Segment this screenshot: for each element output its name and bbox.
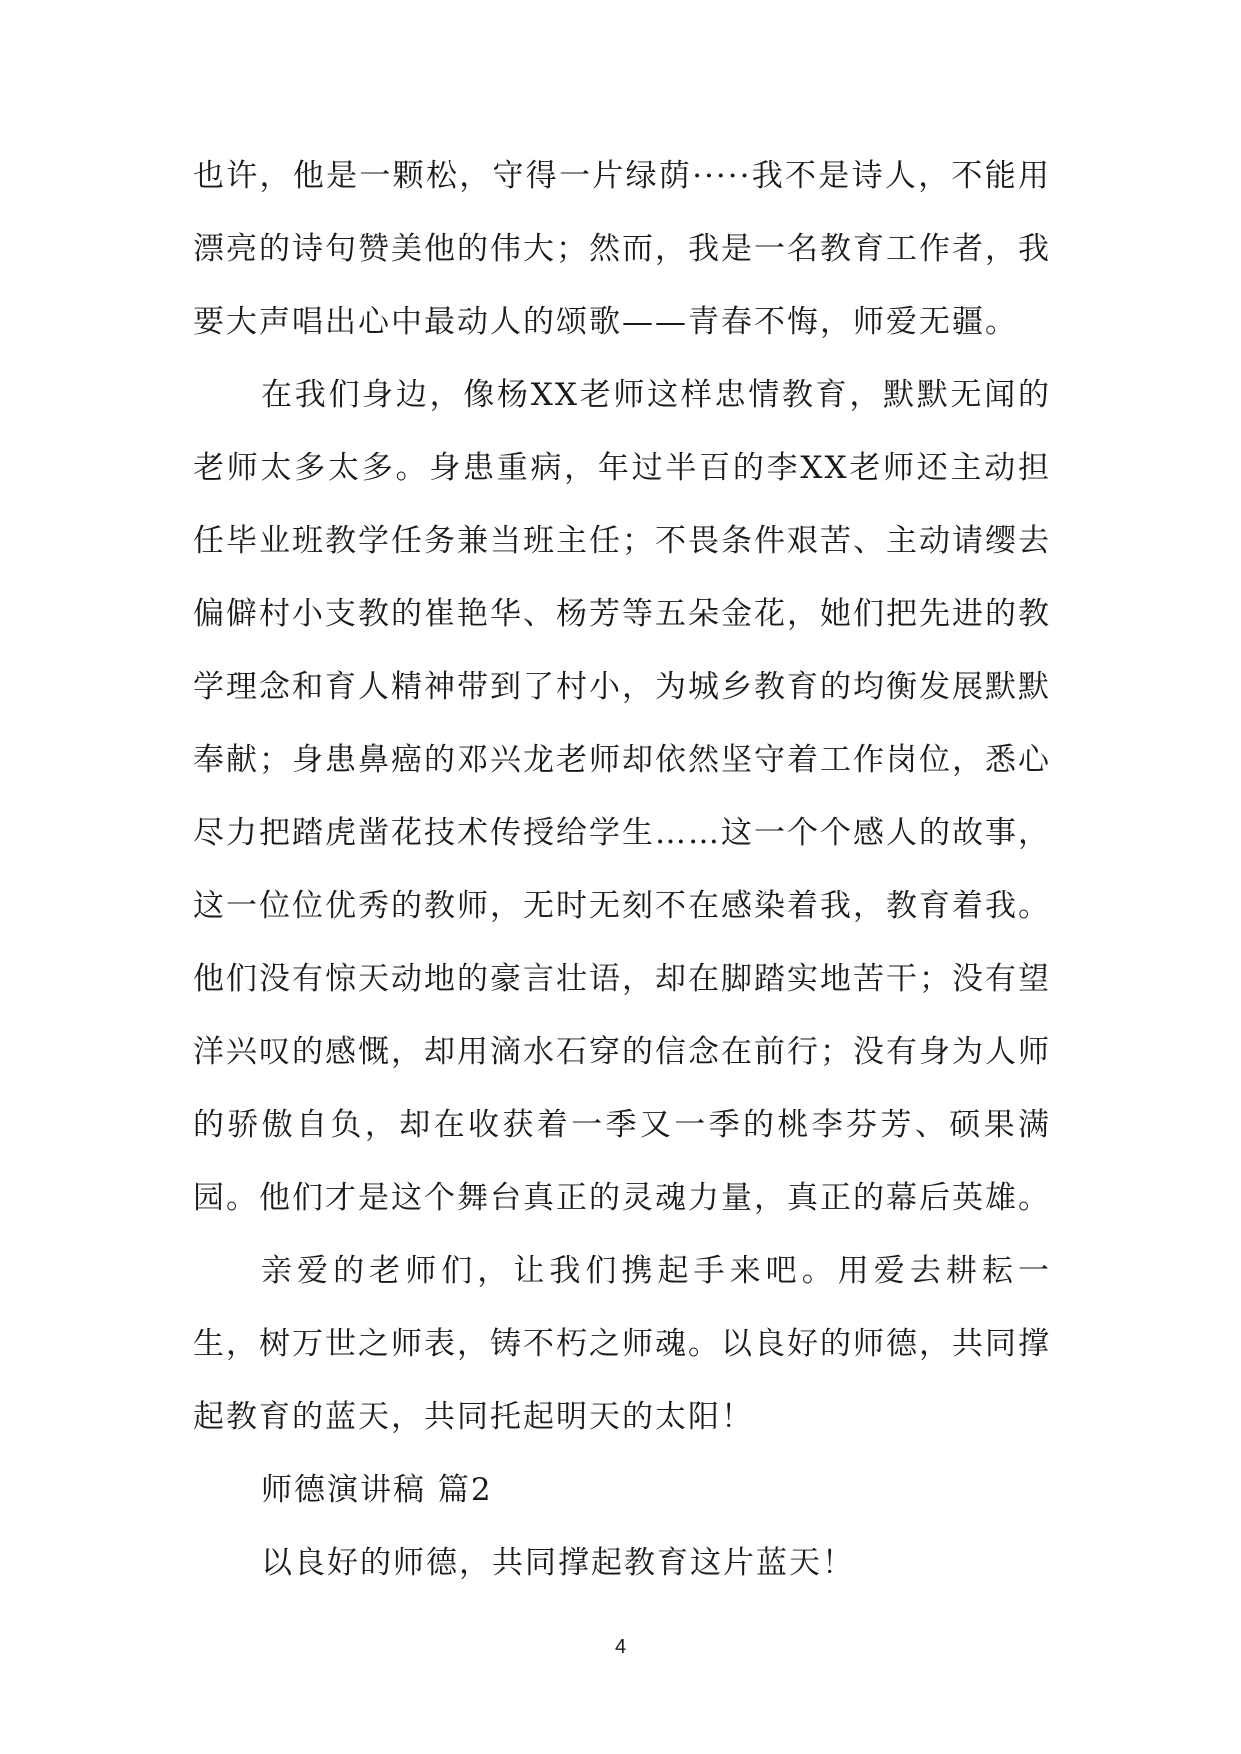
- paragraph-1: 也许，他是一颗松，守得一片绿荫·····我不是诗人，不能用漂亮的诗句赞美他的伟大；然而，我是一名教育工作者，我要大声唱出心中最动人的颂歌——青春不悔，师爱无疆。: [193, 158, 1051, 340]
- document-body: [193, 140, 1051, 1600]
- paragraph-2: 在我们身边，像杨XX老师这样忠情教育，默默无闻的老师太多太多。身患重病，年过半百的李XX老师还主动担任毕业班教学任务兼当班主任；不畏条件艰苦、主动请缨去偏僻村小支教的崔艳华、杨芳等五朵金花，她们把先进的教学理念和育人精神带到了村小，为城乡教育的均衡发展默默奉献；身患鼻癌的邓兴龙老师却依然坚守着工作岗位，悉心尽力把踏虎凿花技术传授给学生……这一个个感人的故事，这一位位优秀的教师，无时无刻不在感染着我，教育着我。他们没有惊天动地的豪言壮语，却在脚踏实地苦干；没有望洋兴叹的感慨，却用滴水石穿的信念在前行；没有身为人师的骄傲自负，却在收获着一季又一季的桃李芬芳、硕果满园。他们才是这个舞台真正的灵魂力量，真正的幕后英雄。: [193, 377, 1051, 1216]
- page-number: 4: [614, 1636, 627, 1658]
- section-heading: 师德演讲稿 篇2: [261, 1472, 493, 1508]
- section-subtitle: 以良好的师德，共同撑起教育这片蓝天！: [261, 1545, 855, 1581]
- paragraph-3: 亲爱的老师们，让我们携起手来吧。用爱去耕耘一生，树万世之师表，铸不朽之师魂。以良好的师德，共同撑起教育的蓝天，共同托起明天的太阳！: [193, 1253, 1051, 1435]
